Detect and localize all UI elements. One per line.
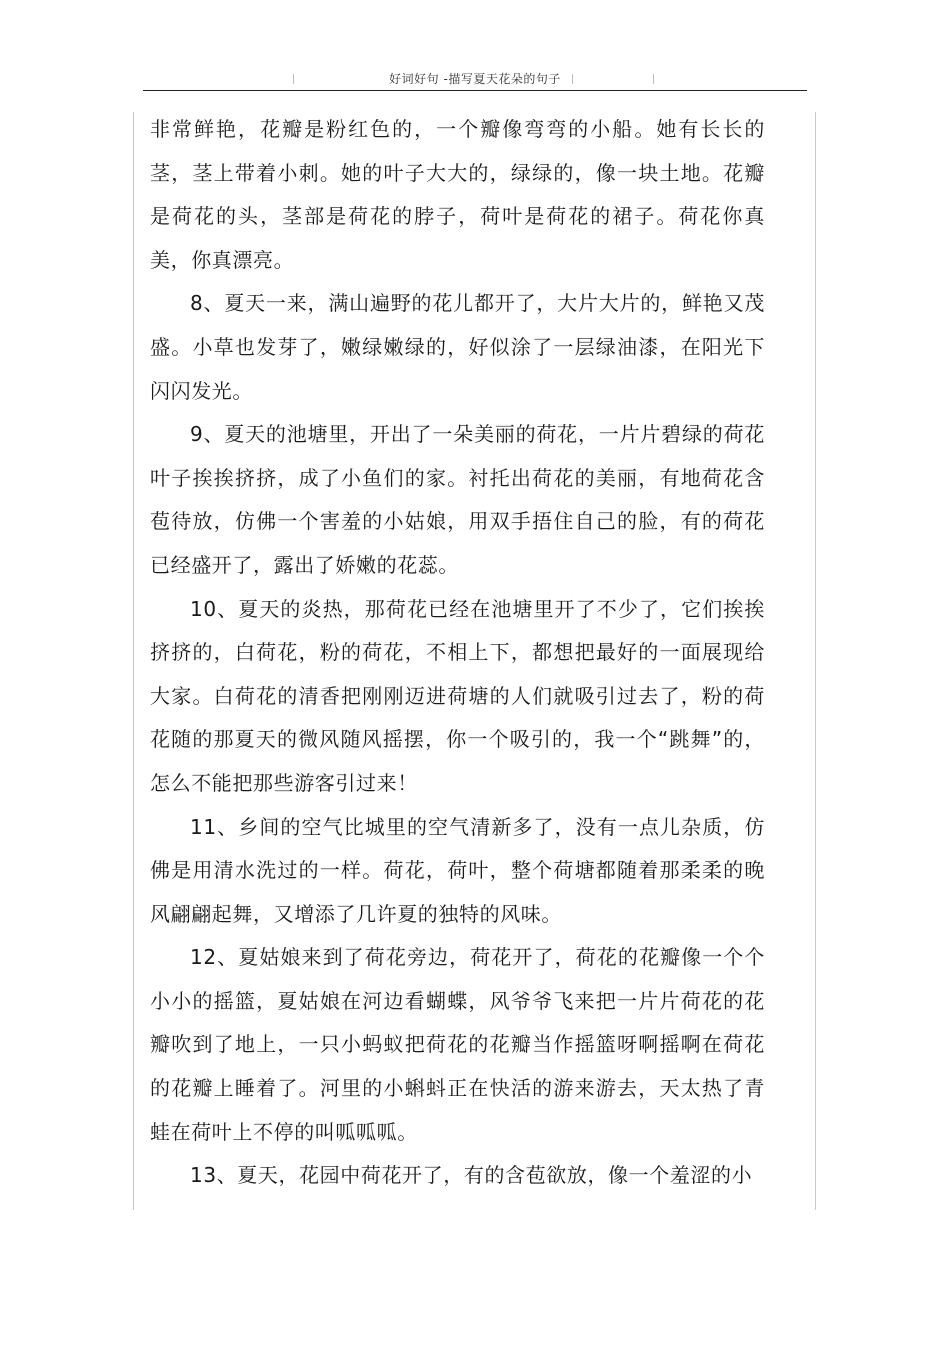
header-tick-mid <box>572 74 573 84</box>
page-header <box>0 62 950 92</box>
paragraph-11: 11、乡间的空气比城里的空气清新多了，没有一点儿杂质，仿佛是用清水洗过的一样。荷花，荷叶，整个荷塘都随着那柔柔的晚风翩翩起舞，又增添了几许夏的独特的风味。 <box>150 814 765 926</box>
paragraph-10: 10、夏天的炎热，那荷花已经在池塘里开了不少了，它们挨挨挤挤的，白荷花，粉的荷花，不相上下，都想把最好的一面展现给大家。白荷花的清香把刚刚迈进荷塘的人们就吸引过去了，粉的荷花随的那夏天的微风随风摇摆，你一个吸引的，我一个“跳舞”的，怎么不能把那些游客引过来！ <box>150 596 765 795</box>
paragraph-13: 13、夏天，花园中荷花开了，有的含苞欲放，像一个羞涩的小 <box>190 1163 753 1188</box>
paragraph-continued: 非常鲜艳，花瓣是粉红色的，一个瓣像弯弯的小船。她有长长的茎，茎上带着小刺。她的叶子大大的，绿绿的，像一块土地。花瓣是荷花的头，茎部是荷花的脖子，荷叶是荷花的裙子。荷花你真美，你真漂亮。 <box>150 117 765 272</box>
header-rule <box>143 90 807 91</box>
right-margin-line <box>815 112 816 1210</box>
header-tick-right <box>653 74 654 84</box>
paragraph-12: 12、夏姑娘来到了荷花旁边，荷花开了，荷花的花瓣像一个个小小的摇篮，夏姑娘在河边看蝴蝶，风爷爷飞来把一片片荷花的花瓣吹到了地上，一只小蚂蚁把荷花的花瓣当作摇篮呀啊摇啊在荷花的花瓣上睡着了。河里的小蝌蚪正在快活的游来游去，天太热了青蛙在荷叶上不停的叫呱呱呱。 <box>150 945 765 1144</box>
left-margin-line <box>133 112 134 1210</box>
paragraph-9: 9、夏天的池塘里，开出了一朵美丽的荷花，一片片碧绿的荷花叶子挨挨挤挤，成了小鱼们的家。衬托出荷花的美丽，有地荷花含苞待放，仿佛一个害羞的小姑娘，用双手捂住自己的脸，有的荷花已经盛开了，露出了娇嫩的花蕊。 <box>150 422 765 577</box>
paragraph-8: 8、夏天一来，满山遍野的花儿都开了，大片大片的，鲜艳又茂盛。小草也发芽了，嫩绿嫩绿的，好似涂了一层绿油漆，在阳光下闪闪发光。 <box>150 291 765 403</box>
header-title: 好词好句 -描写夏天花朵的句子 <box>389 72 561 86</box>
document-body <box>150 108 765 1198</box>
